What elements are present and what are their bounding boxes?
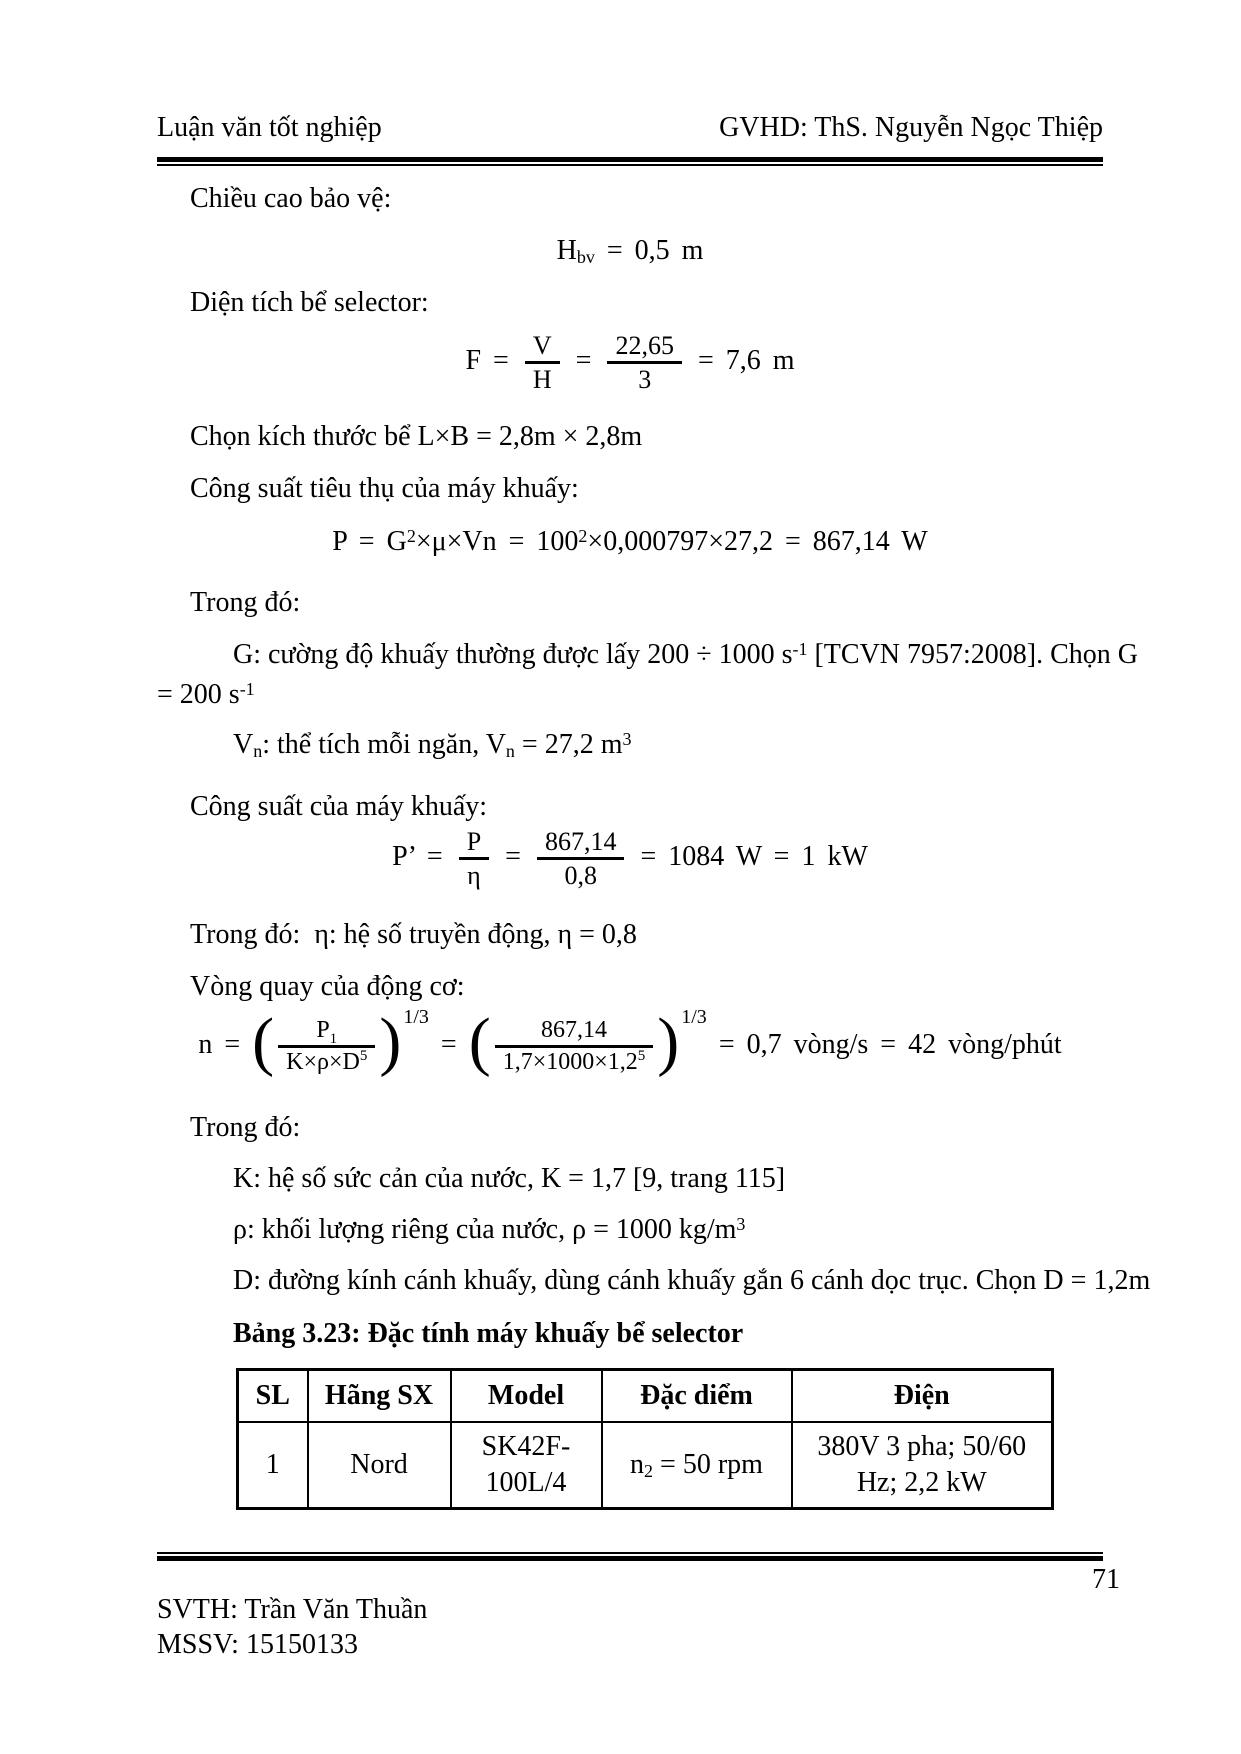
paragraph-vn-definition [233,727,632,763]
formula-hbv-base: H [556,235,577,266]
formula-hbv [157,233,1103,269]
paragraph-vong-quay: Vòng quay của động cơ: [190,971,465,1002]
formula-n-exponent: 1/3 [681,1005,707,1028]
table-header-row [238,1370,1053,1423]
fraction-denominator: η [459,857,489,891]
formula-n-lhs: n = [198,1028,241,1060]
formula-pp-equals: = [505,841,521,873]
footer-rule [157,1552,1103,1561]
fraction-numerator: P [466,827,482,856]
formula-f-rhs: = 7,6 m [697,345,795,377]
header-rule-thin [157,164,1103,166]
formula-f-fraction-1 [525,330,560,395]
fraction-denominator: 0,8 [537,857,625,891]
rho-exponent: 3 [736,1213,746,1234]
fraction-numerator: 867,14 [540,1017,607,1043]
header-rule [157,157,1103,166]
column-header-sl: SL [238,1370,308,1423]
fraction-numerator: 22,65 [615,331,674,360]
g-definition-exponent: -1 [792,638,808,659]
den-exponent: 5 [637,1047,646,1064]
vn-subscript: n [253,741,263,761]
paragraph-g-definition-line1 [233,637,1138,673]
fraction-denominator [278,1045,375,1077]
paragraph-k-definition: K: hệ số sức cản của nước, K = 1,7 [9, trang 115] [233,1163,786,1194]
formula-p-exponent: 2 [406,525,416,546]
formula-p-prime [157,826,1103,891]
vn-seg: = 27,2 m [514,729,623,760]
footer-rule-thin [157,1552,1103,1554]
formula-n-exponent: 1/3 [403,1005,429,1028]
formula-n-fraction-2 [495,1016,654,1077]
cell-power: 380V 3 pha; 50/60 Hz; 2,2 kW [792,1422,1053,1509]
g-definition-seg: = 200 s [157,679,240,710]
footer-rule-thick [157,1556,1103,1561]
paragraph-cong-suat-tieu-thu: Công suất tiêu thụ của máy khuấy: [190,473,579,504]
fraction-numerator [278,1016,375,1045]
vn-subscript: n [505,741,515,761]
paragraph-trong-do-1: Trong đó: [190,587,301,618]
paragraph-g-definition-line2 [157,677,255,713]
formula-n-fraction-1 [278,1016,375,1077]
formula-p-seg: ×μ×Vn = 100 [415,526,579,557]
vn-exponent: 3 [622,728,632,749]
paragraph-cong-suat-khuay: Công suất của máy khuấy: [190,791,488,822]
g-definition-seg: [TCVN 7957:2008]. Chọn G [807,639,1139,670]
spec-subscript: 2 [644,1461,654,1481]
spec-seg: = 50 rpm [653,1449,763,1480]
formula-n-rhs: = 0,7 vòng/s = 42 vòng/phút [718,1028,1062,1060]
column-header-dac-diem: Đặc diểm [602,1370,792,1423]
formula-f-equals: = [575,345,592,377]
fraction-denominator: 3 [607,361,682,395]
paragraph-trong-do-eta: Trong đó: η: hệ số truyền động, η = 0,8 [190,919,637,950]
fraction-numerator: V [532,331,552,360]
formula-hbv-rest: = 0,5 m [594,235,704,266]
formula-pp-rhs: = 1084 W = 1 kW [640,841,868,873]
column-header-dien: Điện [792,1370,1053,1423]
paragraph-chieu-cao: Chiều cao bảo vệ: [190,183,392,214]
footer-mssv: MSSV: 15150133 [157,1629,358,1660]
column-header-model: Model [451,1370,602,1423]
num-subscript: 1 [329,1030,338,1047]
fraction-denominator [495,1045,654,1077]
formula-p-exponent: 2 [578,525,588,546]
formula-pp-lhs: P’ = [392,841,443,873]
paragraph-trong-do-2: Trong đó: [190,1112,301,1143]
table-title: Bảng 3.23: Đặc tính máy khuấy bể selector [233,1318,744,1349]
vn-seg: : thể tích mỗi ngăn, V [262,729,506,760]
header-rule-thick [157,157,1103,162]
formula-p [157,524,1103,560]
spec-table [236,1368,1054,1510]
paragraph-chon-kich-thuoc: Chọn kích thước bể L×B = 2,8m × 2,8m [190,421,643,452]
formula-pp-fraction-2 [537,826,625,891]
den-exponent: 5 [359,1047,368,1064]
fraction-denominator: H [525,361,560,395]
cell-brand: Nord [308,1422,451,1509]
header-left-text: Luận văn tốt nghiệp [157,112,382,143]
formula-f-fraction-2 [607,330,682,395]
rho-seg: ρ: khối lượng riêng của nước, ρ = 1000 kg/m [233,1214,737,1245]
formula-n: n = ( $\frac{P_1}{K\times\rho\times D^5}$ ) $^{1/3}$ = ( $\frac{867,14}{1,7\times 1000\times 1,2^5}$ ) $^{1/3}$ = 0,7 vòng/s = 42 vòng/phút [198,1005,1062,1079]
paragraph-dien-tich: Diện tích bể selector: [190,287,429,318]
cell-sl: 1 [238,1422,308,1509]
formula-pp-fraction-1 [459,826,489,891]
formula-f-lhs: F = [465,345,509,377]
formula-hbv-sub: bv [576,247,595,267]
den-base: 1,7×1000×1,2 [502,1048,638,1075]
column-header-hang-sx: Hãng SX [308,1370,451,1423]
paragraph-d-definition: D: đường kính cánh khuấy, dùng cánh khuấy gắn 6 cánh dọc trục. Chọn D = 1,2m [233,1265,1151,1296]
formula-n-equals: = [440,1028,457,1060]
formula-p-seg: P = G [332,526,407,557]
num-base: P [316,1017,330,1043]
spec-seg: n [630,1449,645,1480]
footer-svth: SVTH: Trần Văn Thuần [157,1594,428,1625]
page-number: 71 [1092,1564,1120,1595]
fraction-numerator: 867,14 [544,827,617,856]
g-definition-seg: G: cường độ khuấy thường được lấy 200 ÷ 1000 s [233,639,793,670]
header-right-text: GVHD: ThS. Nguyễn Ngọc Thiệp [719,112,1103,143]
vn-seg: V [233,729,254,760]
table-row [238,1422,1053,1509]
formula-f [157,330,1103,395]
paragraph-rho-definition [233,1212,745,1248]
den-base: K×ρ×D [286,1048,360,1075]
g-definition-exponent: -1 [239,678,255,699]
cell-model: SK42F-100L/4 [451,1422,602,1509]
formula-p-seg: ×0,000797×27,2 = 867,14 W [587,526,928,557]
cell-spec [602,1422,792,1509]
